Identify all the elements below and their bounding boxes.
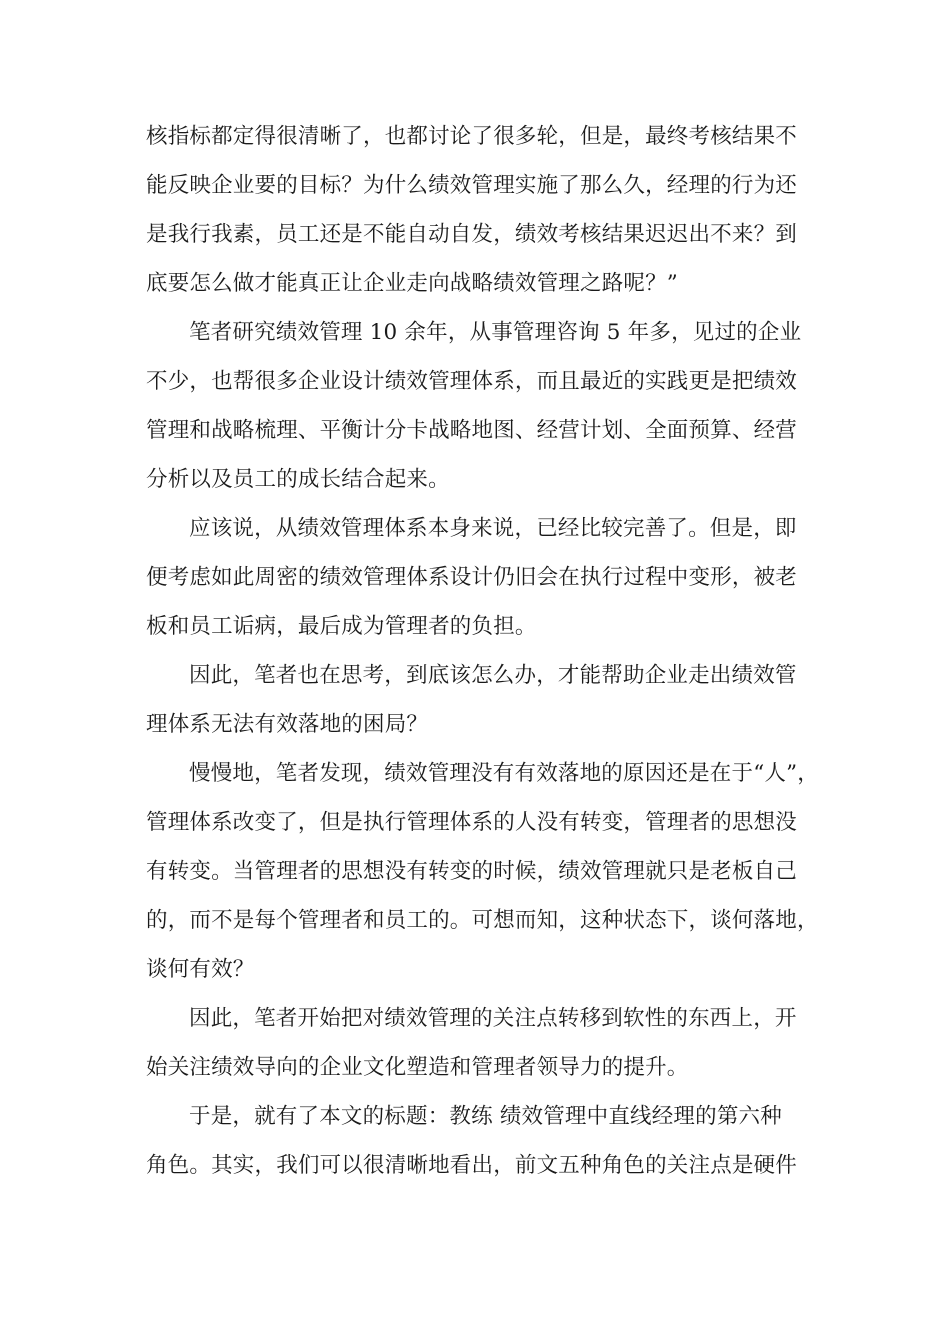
body-text	[146, 112, 819, 1190]
text-line: 有转变。当管理者的思想没有转变的时候，绩效管理就只是老板自己	[146, 859, 798, 884]
text-line: 不少，也帮很多企业设计绩效管理体系，而且最近的实践更是把绩效	[146, 369, 798, 394]
text-line: 底要怎么做才能真正让企业走向战略绩效管理之路呢？”	[146, 271, 678, 296]
text-line: 因此，笔者也在思考，到底该怎么办，才能帮助企业走出绩效管	[189, 663, 797, 688]
text-line: 便考虑如此周密的绩效管理体系设计仍旧会在执行过程中变形，被老	[146, 565, 798, 590]
text-line: 理体系无法有效落地的困局？	[146, 712, 429, 737]
text-line: 的，而不是每个管理者和员工的。可想而知，这种状态下，谈何落地，	[146, 908, 819, 933]
text-line: 应该说，从绩效管理体系本身来说，已经比较完善了。但是，即	[189, 516, 797, 541]
text-line: 板和员工诟病，最后成为管理者的负担。	[146, 614, 537, 639]
text-line: 因此，笔者开始把对绩效管理的关注点转移到软性的东西上，开	[189, 1006, 797, 1031]
text-line: 笔者研究绩效管理 10 余年，从事管理咨询 5 年多，见过的企业	[189, 320, 802, 345]
text-line: 是我行我素，员工还是不能自动自发，绩效考核结果迟迟出不来？到	[146, 222, 798, 247]
text-line: 始关注绩效导向的企业文化塑造和管理者领导力的提升。	[146, 1055, 689, 1080]
text-line: 管理体系改变了，但是执行管理体系的人没有转变，管理者的思想没	[146, 810, 798, 835]
text-line: 能反映企业要的目标？为什么绩效管理实施了那么久，经理的行为还	[146, 173, 798, 198]
text-line: 核指标都定得很清晰了，也都讨论了很多轮，但是，最终考核结果不	[146, 124, 798, 149]
text-line: 分析以及员工的成长结合起来。	[146, 467, 450, 492]
text-line: 管理和战略梳理、平衡计分卡战略地图、经营计划、全面预算、经营	[146, 418, 798, 443]
text-line: 慢慢地，笔者发现，绩效管理没有有效落地的原因还是在于“人”，	[189, 761, 819, 786]
text-line: 角色。其实，我们可以很清晰地看出，前文五种角色的关注点是硬件	[146, 1153, 798, 1178]
text-line: 谈何有效？	[146, 957, 255, 982]
text-line: 于是，就有了本文的标题：教练 绩效管理中直线经理的第六种	[189, 1104, 782, 1129]
